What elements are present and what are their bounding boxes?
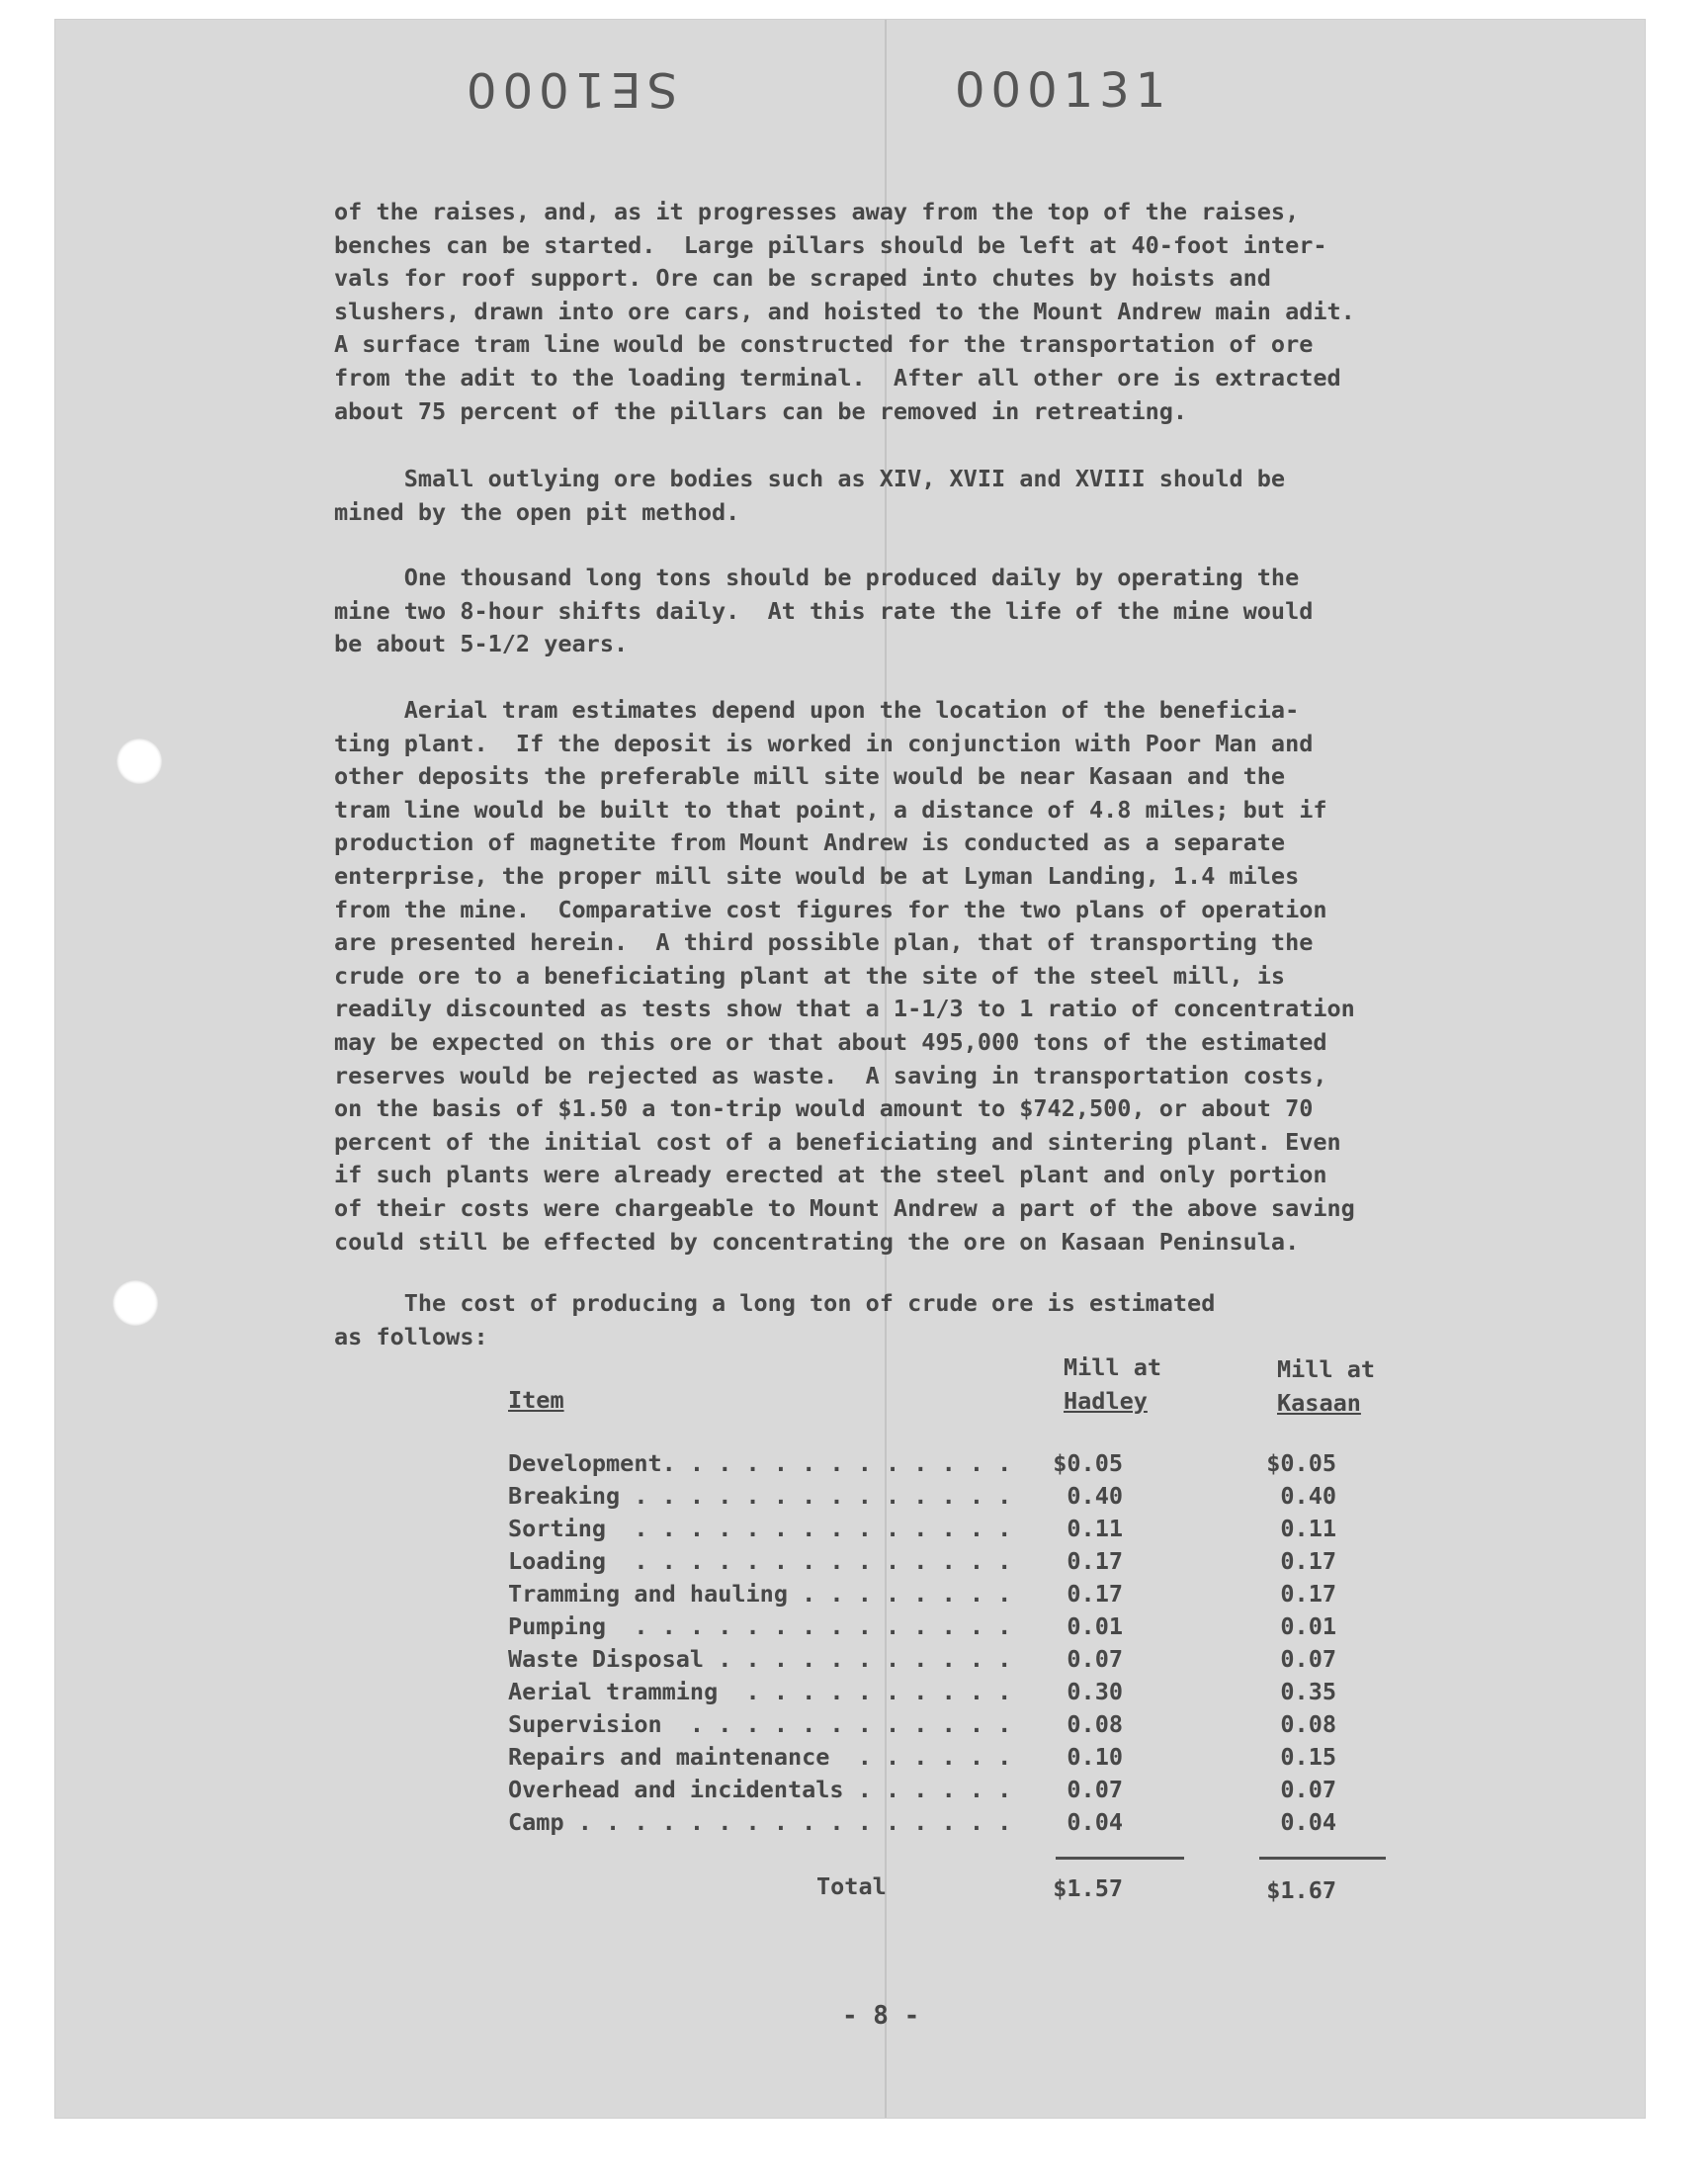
subtotal-rule-hadley: [1056, 1857, 1184, 1860]
table-row: [500, 1515, 1409, 1547]
row-hadley-cost: 0.11: [1067, 1515, 1123, 1542]
paragraph-production-rate: One thousand long tons should be produced daily by operating the mine two 8-hour shifts daily. At this rate the life of the mine would be about 5-1/2 years.: [334, 564, 1314, 658]
row-kasaan-cost: 0.35: [1280, 1678, 1336, 1705]
row-item: Sorting . . . . . . . . . . . . . .: [508, 1515, 1012, 1542]
total-hadley: $1.57: [1053, 1874, 1123, 1902]
paragraph-cost-intro: The cost of producing a long ton of crude ore is estimated as follows:: [334, 1289, 1216, 1350]
column-header-item: Item: [508, 1386, 564, 1414]
punch-hole-top: [117, 739, 162, 784]
total-kasaan: $1.67: [1266, 1876, 1336, 1904]
row-hadley-cost: 0.01: [1067, 1612, 1123, 1640]
row-item: Breaking . . . . . . . . . . . . . .: [508, 1482, 1012, 1510]
table-row: [500, 1482, 1409, 1515]
row-hadley-cost: 0.08: [1067, 1710, 1123, 1738]
row-hadley-cost: $0.05: [1053, 1449, 1123, 1477]
paragraph-aerial-tram: Aerial tram estimates depend upon the location of the beneficia- ting plant. If the deposit is worked in conjunction with Poor Man and other deposits the preferable mill site would be near Kasaan and the tram line would be built to that point, a distance of 4.8 miles; but if production of magnetite from Mount Andrew is conducted as a separate enterprise, the proper mill site would be at Lyman Landing, 1.4 miles from the mine. Comparative cost figures for the two plans of operation are presented herein. A third possible plan, that of transporting the crude ore to a beneficiating plant at the site of the steel mill, is readily discounted as tests show that a 1-1/3 to 1 ratio of concentration may be expected on this ore or that about 495,000 tons of the estimated reserves would be rejected as waste. A saving in transportation costs, on the basis of $1.50 a ton-trip would amount to $742,500, or about 70 percent of the initial cost of a beneficiating and sintering plant. Even if such plants were already erected at the steel plant and only portion of their costs were chargeable to Mount Andrew a part of the above saving could still be effected by concentrating the ore on Kasaan Peninsula.: [334, 696, 1355, 1256]
column-header-kasaan-line1: Mill at: [1277, 1355, 1376, 1383]
row-kasaan-cost: 0.07: [1280, 1776, 1336, 1803]
table-row: [500, 1743, 1409, 1776]
column-header-kasaan-line2: Kasaan: [1277, 1389, 1361, 1417]
column-header-hadley: [1064, 1350, 1161, 1418]
page-number: - 8 -: [842, 2001, 920, 2031]
punch-hole-bottom: [113, 1280, 158, 1326]
row-item: Overhead and incidentals . . . . . .: [508, 1776, 1012, 1803]
table-row: [500, 1710, 1409, 1743]
row-hadley-cost: 0.30: [1067, 1678, 1123, 1705]
table-row: [500, 1776, 1409, 1808]
row-item: Development. . . . . . . . . . . . .: [508, 1449, 1012, 1477]
row-kasaan-cost: 0.17: [1280, 1547, 1336, 1575]
row-hadley-cost: 0.07: [1067, 1776, 1123, 1803]
row-kasaan-cost: $0.05: [1266, 1449, 1336, 1477]
row-hadley-cost: 0.04: [1067, 1808, 1123, 1836]
row-hadley-cost: 0.40: [1067, 1482, 1123, 1510]
table-row: [500, 1449, 1409, 1482]
archive-stamp-left: SE1000: [461, 61, 677, 117]
row-kasaan-cost: 0.08: [1280, 1710, 1336, 1738]
table-row: [500, 1612, 1409, 1645]
table-row: [500, 1580, 1409, 1612]
row-hadley-cost: 0.17: [1067, 1547, 1123, 1575]
table-row: [500, 1678, 1409, 1710]
row-kasaan-cost: 0.17: [1280, 1580, 1336, 1608]
row-kasaan-cost: 0.01: [1280, 1612, 1336, 1640]
row-item: Loading . . . . . . . . . . . . . .: [508, 1547, 1012, 1575]
row-hadley-cost: 0.10: [1067, 1743, 1123, 1771]
row-item: Supervision . . . . . . . . . . . .: [508, 1710, 1012, 1738]
table-row: [500, 1808, 1409, 1841]
row-kasaan-cost: 0.40: [1280, 1482, 1336, 1510]
paragraph-mining-method: of the raises, and, as it progresses away from the top of the raises, benches can be started. Large pillars should be left at 40-foot inter- vals for roof support. Ore can be scraped into chutes by hoists and slushers, drawn into ore cars, and hoisted to the Mount Andrew main adit. A surface tram line would be constructed for the transportation of ore from the adit to the loading terminal. After all other ore is extracted about 75 percent of the pillars can be removed in retreating.: [334, 198, 1355, 425]
row-item: Waste Disposal . . . . . . . . . . .: [508, 1645, 1012, 1673]
table-row: [500, 1547, 1409, 1580]
archive-stamp-right: 000131: [955, 63, 1172, 119]
row-kasaan-cost: 0.04: [1280, 1808, 1336, 1836]
table-row: [500, 1645, 1409, 1678]
row-item: Tramming and hauling . . . . . . . .: [508, 1580, 1012, 1608]
row-hadley-cost: 0.17: [1067, 1580, 1123, 1608]
column-header-kasaan: [1277, 1352, 1375, 1420]
row-item: Aerial tramming . . . . . . . . . .: [508, 1678, 1012, 1705]
column-header-hadley-line1: Mill at: [1064, 1353, 1162, 1381]
row-hadley-cost: 0.07: [1067, 1645, 1123, 1673]
row-item: Repairs and maintenance . . . . . .: [508, 1743, 1012, 1771]
row-kasaan-cost: 0.15: [1280, 1743, 1336, 1771]
row-kasaan-cost: 0.07: [1280, 1645, 1336, 1673]
row-kasaan-cost: 0.11: [1280, 1515, 1336, 1542]
row-item: Pumping . . . . . . . . . . . . . .: [508, 1612, 1012, 1640]
subtotal-rule-kasaan: [1259, 1857, 1386, 1860]
total-label: Total: [816, 1872, 887, 1900]
column-header-hadley-line2: Hadley: [1064, 1387, 1148, 1415]
row-item: Camp . . . . . . . . . . . . . . . .: [508, 1808, 1012, 1836]
paragraph-outlying-ore-bodies: Small outlying ore bodies such as XIV, XVII and XVIII should be mined by the open pit method.: [334, 465, 1286, 526]
